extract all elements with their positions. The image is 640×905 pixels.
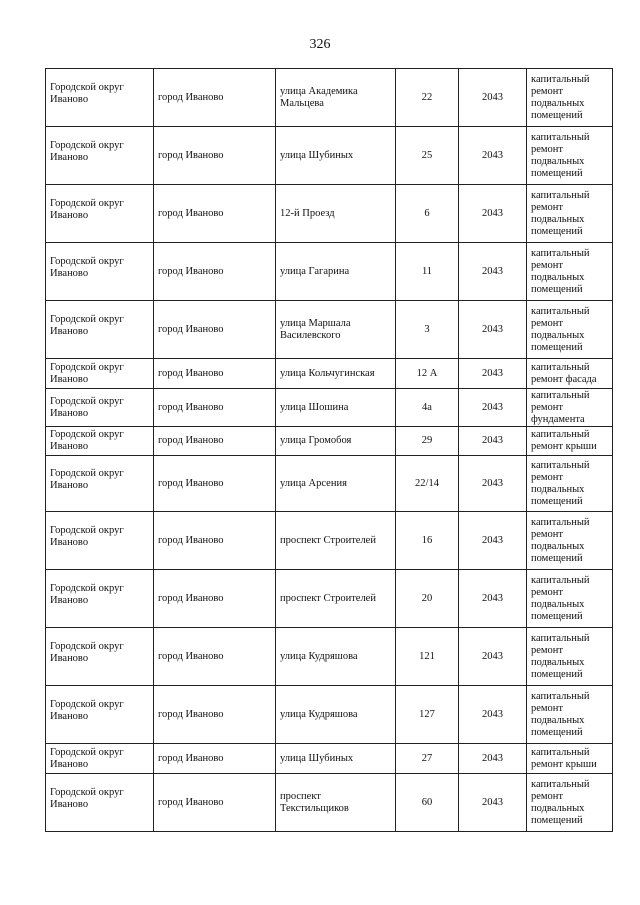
cell-house-number bbox=[396, 427, 459, 456]
cell-work-type bbox=[527, 570, 613, 628]
cell-municipality bbox=[46, 427, 154, 456]
cell-work-type bbox=[527, 389, 613, 427]
cell-house-number bbox=[396, 243, 459, 301]
cell-house-number bbox=[396, 774, 459, 832]
table-row bbox=[46, 389, 613, 427]
cell-year-text: 2043 bbox=[482, 708, 503, 720]
cell-street-text: улица Шошина bbox=[280, 401, 349, 413]
cell-year bbox=[459, 744, 527, 774]
cell-street-text: улица Гагарина bbox=[280, 265, 350, 277]
cell-year bbox=[459, 456, 527, 512]
cell-street-text: улица Арсения bbox=[280, 477, 347, 489]
cell-year bbox=[459, 427, 527, 456]
cell-settlement-text: город Иваново bbox=[158, 592, 224, 604]
cell-municipality bbox=[46, 570, 154, 628]
table-row bbox=[46, 456, 613, 512]
cell-work-type-text: капитальный ремонт подвальных помещений bbox=[531, 632, 590, 680]
table-row bbox=[46, 774, 613, 832]
cell-house-number bbox=[396, 389, 459, 427]
cell-settlement bbox=[154, 628, 276, 686]
cell-house-number-text: 27 bbox=[421, 752, 433, 764]
cell-work-type-text: капитальный ремонт подвальных помещений bbox=[531, 516, 590, 564]
table-row bbox=[46, 744, 613, 774]
cell-municipality bbox=[46, 359, 154, 389]
cell-work-type bbox=[527, 744, 613, 774]
table-row bbox=[46, 127, 613, 185]
cell-year-text: 2043 bbox=[482, 323, 503, 335]
cell-year bbox=[459, 686, 527, 744]
cell-settlement bbox=[154, 427, 276, 456]
cell-house-number-text: 22/14 bbox=[415, 477, 439, 489]
cell-settlement-text: город Иваново bbox=[158, 323, 224, 335]
cell-work-type-text: капитальный ремонт подвальных помещений bbox=[531, 247, 590, 295]
cell-municipality-text: Городской округ Иваново bbox=[50, 429, 124, 452]
cell-work-type-text: капитальный ремонт подвальных помещений bbox=[531, 73, 590, 121]
table-row bbox=[46, 512, 613, 570]
cell-house-number-text: 121 bbox=[419, 650, 435, 662]
cell-settlement-text: город Иваново bbox=[158, 91, 224, 103]
cell-year bbox=[459, 127, 527, 185]
cell-work-type bbox=[527, 628, 613, 686]
cell-street bbox=[276, 512, 396, 570]
cell-work-type bbox=[527, 774, 613, 832]
cell-settlement bbox=[154, 686, 276, 744]
cell-settlement-text: город Иваново bbox=[158, 477, 224, 489]
cell-street bbox=[276, 628, 396, 686]
cell-year bbox=[459, 69, 527, 127]
cell-settlement-text: город Иваново bbox=[158, 367, 224, 379]
cell-house-number-text: 22 bbox=[421, 91, 433, 103]
cell-work-type-text: капитальный ремонт подвальных помещений bbox=[531, 778, 590, 826]
cell-street-text: проспект Строителей bbox=[280, 592, 376, 604]
cell-work-type bbox=[527, 301, 613, 359]
cell-street-text: улица Громобоя bbox=[280, 435, 352, 446]
cell-street bbox=[276, 127, 396, 185]
cell-work-type-text: капитальный ремонт фундамента bbox=[531, 389, 590, 425]
cell-settlement bbox=[154, 570, 276, 628]
cell-municipality-text: Городской округ Иваново bbox=[50, 582, 124, 606]
cell-work-type bbox=[527, 185, 613, 243]
cell-settlement bbox=[154, 774, 276, 832]
cell-street-text: улица Кудряшова bbox=[280, 650, 358, 662]
cell-settlement bbox=[154, 243, 276, 301]
cell-work-type-text: капитальный ремонт подвальных помещений bbox=[531, 459, 590, 507]
cell-street-text: улица Шубиных bbox=[280, 149, 354, 161]
cell-work-type bbox=[527, 243, 613, 301]
cell-house-number-text: 3 bbox=[424, 323, 430, 335]
cell-year bbox=[459, 359, 527, 389]
table-row bbox=[46, 686, 613, 744]
cell-house-number-text: 11 bbox=[421, 265, 433, 277]
cell-municipality-text: Городской округ Иваново bbox=[50, 139, 124, 163]
cell-settlement bbox=[154, 69, 276, 127]
cell-municipality-text: Городской округ Иваново bbox=[50, 81, 124, 105]
cell-street bbox=[276, 359, 396, 389]
cell-year-text: 2043 bbox=[482, 91, 503, 103]
cell-year bbox=[459, 628, 527, 686]
cell-settlement-text: город Иваново bbox=[158, 435, 224, 446]
cell-municipality bbox=[46, 686, 154, 744]
cell-settlement bbox=[154, 359, 276, 389]
cell-house-number bbox=[396, 185, 459, 243]
repair-plan-table bbox=[45, 68, 613, 832]
cell-work-type-text: капитальный ремонт подвальных помещений bbox=[531, 690, 590, 738]
cell-municipality bbox=[46, 774, 154, 832]
cell-municipality bbox=[46, 389, 154, 427]
cell-settlement bbox=[154, 185, 276, 243]
cell-house-number-text: 12 А bbox=[416, 367, 438, 379]
cell-work-type bbox=[527, 686, 613, 744]
cell-year-text: 2043 bbox=[482, 401, 503, 413]
cell-house-number-text: 60 bbox=[421, 796, 433, 808]
cell-municipality bbox=[46, 301, 154, 359]
cell-work-type bbox=[527, 69, 613, 127]
cell-municipality bbox=[46, 512, 154, 570]
cell-street-text: проспект Текстильщиков bbox=[280, 790, 349, 814]
cell-settlement bbox=[154, 127, 276, 185]
cell-municipality-text: Городской округ Иваново bbox=[50, 361, 124, 385]
table-body bbox=[46, 69, 613, 832]
cell-year-text: 2043 bbox=[482, 477, 503, 489]
cell-municipality-text: Городской округ Иваново bbox=[50, 255, 124, 279]
table-row bbox=[46, 301, 613, 359]
cell-year-text: 2043 bbox=[482, 367, 503, 379]
cell-street bbox=[276, 69, 396, 127]
cell-settlement bbox=[154, 456, 276, 512]
cell-settlement-text: город Иваново bbox=[158, 752, 224, 764]
cell-street bbox=[276, 243, 396, 301]
cell-street-text: улица Шубиных bbox=[280, 752, 354, 764]
cell-street-text: проспект Строителей bbox=[280, 534, 376, 546]
cell-house-number bbox=[396, 744, 459, 774]
cell-street bbox=[276, 301, 396, 359]
cell-year-text: 2043 bbox=[482, 534, 503, 546]
table-row bbox=[46, 570, 613, 628]
table-row bbox=[46, 69, 613, 127]
cell-municipality bbox=[46, 185, 154, 243]
cell-work-type-text: капитальный ремонт подвальных помещений bbox=[531, 189, 590, 237]
cell-settlement bbox=[154, 744, 276, 774]
cell-settlement bbox=[154, 301, 276, 359]
cell-street bbox=[276, 456, 396, 512]
cell-street bbox=[276, 427, 396, 456]
cell-house-number bbox=[396, 456, 459, 512]
cell-street-text: 12-й Проезд bbox=[280, 207, 335, 219]
cell-year-text: 2043 bbox=[482, 207, 503, 219]
cell-house-number-text: 16 bbox=[421, 534, 433, 546]
cell-settlement-text: город Иваново bbox=[158, 534, 224, 546]
cell-settlement bbox=[154, 512, 276, 570]
cell-work-type bbox=[527, 427, 613, 456]
cell-house-number-text: 127 bbox=[419, 708, 435, 720]
cell-street-text: улица Академика Мальцева bbox=[280, 85, 358, 109]
cell-house-number bbox=[396, 301, 459, 359]
cell-year bbox=[459, 243, 527, 301]
cell-municipality-text: Городской округ Иваново bbox=[50, 197, 124, 221]
cell-house-number-text: 25 bbox=[421, 149, 433, 161]
cell-year-text: 2043 bbox=[482, 752, 503, 764]
cell-work-type-text: капитальный ремонт крыши bbox=[531, 746, 597, 770]
cell-work-type bbox=[527, 512, 613, 570]
cell-municipality-text: Городской округ Иваново bbox=[50, 698, 124, 722]
table-row bbox=[46, 628, 613, 686]
cell-work-type-text: капитальный ремонт фасада bbox=[531, 361, 597, 385]
cell-house-number bbox=[396, 359, 459, 389]
cell-street bbox=[276, 774, 396, 832]
cell-street bbox=[276, 570, 396, 628]
cell-street-text: улица Маршала Василевского bbox=[280, 317, 351, 341]
cell-house-number-text: 4а bbox=[422, 401, 432, 413]
cell-settlement-text: город Иваново bbox=[158, 207, 224, 219]
cell-municipality bbox=[46, 243, 154, 301]
cell-settlement-text: город Иваново bbox=[158, 401, 224, 413]
cell-year-text: 2043 bbox=[482, 650, 503, 662]
cell-year-text: 2043 bbox=[482, 796, 503, 808]
cell-street-text: улица Кольчугинская bbox=[280, 367, 375, 379]
cell-work-type bbox=[527, 359, 613, 389]
table-row bbox=[46, 359, 613, 389]
cell-year-text: 2043 bbox=[482, 149, 503, 161]
cell-settlement bbox=[154, 389, 276, 427]
cell-house-number-text: 29 bbox=[421, 435, 433, 446]
cell-house-number-text: 20 bbox=[421, 592, 433, 604]
cell-settlement-text: город Иваново bbox=[158, 265, 224, 277]
cell-municipality-text: Городской округ Иваново bbox=[50, 640, 124, 664]
cell-house-number bbox=[396, 69, 459, 127]
cell-municipality-text: Городской округ Иваново bbox=[50, 746, 124, 770]
cell-house-number bbox=[396, 127, 459, 185]
cell-settlement-text: город Иваново bbox=[158, 708, 224, 720]
cell-municipality bbox=[46, 628, 154, 686]
cell-municipality-text: Городской округ Иваново bbox=[50, 467, 124, 491]
cell-work-type-text: капитальный ремонт подвальных помещений bbox=[531, 131, 590, 179]
cell-street bbox=[276, 389, 396, 427]
cell-municipality-text: Городской округ Иваново bbox=[50, 313, 124, 337]
cell-street bbox=[276, 686, 396, 744]
cell-settlement-text: город Иваново bbox=[158, 149, 224, 161]
cell-municipality bbox=[46, 456, 154, 512]
cell-municipality-text: Городской округ Иваново bbox=[50, 395, 124, 419]
cell-year bbox=[459, 185, 527, 243]
cell-street-text: улица Кудряшова bbox=[280, 708, 358, 720]
cell-house-number-text: 6 bbox=[424, 207, 430, 219]
page-number: 326 bbox=[309, 37, 331, 52]
cell-work-type-text: капитальный ремонт подвальных помещений bbox=[531, 305, 590, 353]
cell-work-type bbox=[527, 456, 613, 512]
table-row bbox=[46, 243, 613, 301]
cell-work-type-text: капитальный ремонт подвальных помещений bbox=[531, 574, 590, 622]
cell-settlement-text: город Иваново bbox=[158, 650, 224, 662]
cell-year bbox=[459, 301, 527, 359]
cell-house-number bbox=[396, 686, 459, 744]
cell-work-type-text: капитальный ремонт крыши bbox=[531, 429, 597, 452]
cell-year bbox=[459, 389, 527, 427]
cell-municipality bbox=[46, 127, 154, 185]
cell-street bbox=[276, 185, 396, 243]
table-row bbox=[46, 427, 613, 456]
cell-year bbox=[459, 512, 527, 570]
cell-municipality bbox=[46, 69, 154, 127]
cell-municipality-text: Городской округ Иваново bbox=[50, 524, 124, 548]
cell-street bbox=[276, 744, 396, 774]
table-row bbox=[46, 185, 613, 243]
cell-municipality bbox=[46, 744, 154, 774]
cell-year-text: 2043 bbox=[482, 265, 503, 277]
cell-year-text: 2043 bbox=[482, 592, 503, 604]
cell-house-number bbox=[396, 628, 459, 686]
cell-year-text: 2043 bbox=[482, 435, 503, 446]
cell-year bbox=[459, 570, 527, 628]
cell-year bbox=[459, 774, 527, 832]
cell-house-number bbox=[396, 512, 459, 570]
cell-settlement-text: город Иваново bbox=[158, 796, 224, 808]
cell-work-type bbox=[527, 127, 613, 185]
cell-house-number bbox=[396, 570, 459, 628]
cell-municipality-text: Городской округ Иваново bbox=[50, 786, 124, 810]
